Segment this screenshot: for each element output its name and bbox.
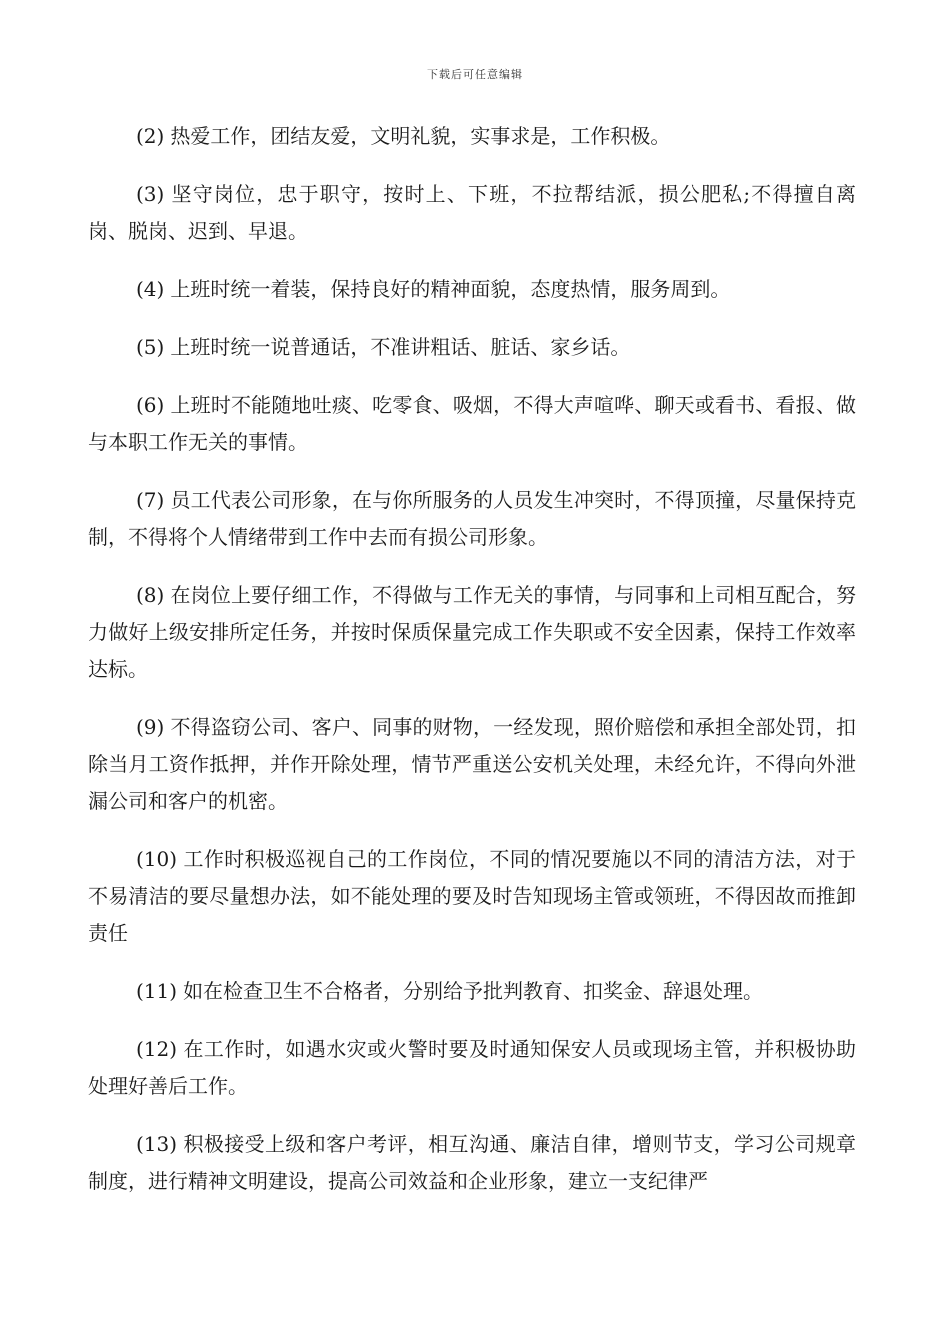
paragraph-2 <box>88 118 856 155</box>
item-number: (8) <box>136 583 165 607</box>
paragraph-text: 工作时积极巡视自己的工作岗位，不同的情况要施以不同的清洁方法，对于不易清洁的要尽量想办法，如不能处理的要及时告知现场主管或领班，不得因故而推卸责任 <box>88 847 856 945</box>
item-number: (4) <box>136 277 165 301</box>
item-number: (12) <box>136 1037 178 1061</box>
paragraph-text: 坚守岗位，忠于职守，按时上、下班，不拉帮结派，损公肥私;不得擅自离岗、脱岗、迟到、早退。 <box>88 182 856 243</box>
paragraph-text: 在工作时，如遇水灾或火警时要及时通知保安人员或现场主管，并积极协助处理好善后工作。 <box>88 1037 856 1098</box>
paragraph-text: 积极接受上级和客户考评，相互沟通、廉洁自律，增则节支，学习公司规章制度，进行精神文明建设，提高公司效益和企业形象，建立一支纪律严 <box>88 1132 856 1193</box>
item-number: (10) <box>136 847 178 871</box>
header-note: 下载后可任意编辑 <box>427 68 523 81</box>
item-number: (7) <box>136 488 165 512</box>
document-body <box>88 118 856 1221</box>
item-number: (13) <box>136 1132 178 1156</box>
paragraph-13 <box>88 1126 856 1200</box>
paragraph-9 <box>88 709 856 820</box>
paragraph-10 <box>88 841 856 952</box>
paragraph-text: 热爱工作，团结友爱，文明礼貌，实事求是，工作积极。 <box>170 124 671 148</box>
item-number: (6) <box>136 393 165 417</box>
item-number: (5) <box>136 335 165 359</box>
paragraph-text: 如在检查卫生不合格者，分别给予批判教育、扣奖金、辞退处理。 <box>183 979 764 1003</box>
paragraph-4 <box>88 271 856 308</box>
paragraph-text: 上班时不能随地吐痰、吃零食、吸烟，不得大声喧哗、聊天或看书、看报、做与本职工作无关的事情。 <box>88 393 856 454</box>
paragraph-8 <box>88 577 856 688</box>
item-number: (2) <box>136 124 165 148</box>
paragraph-3 <box>88 176 856 250</box>
item-number: (11) <box>136 979 178 1003</box>
paragraph-text: 不得盗窃公司、客户、同事的财物，一经发现，照价赔偿和承担全部处罚，扣除当月工资作抵押，并作开除处理，情节严重送公安机关处理，未经允许，不得向外泄漏公司和客户的机密。 <box>88 715 856 813</box>
paragraph-5 <box>88 329 856 366</box>
paragraph-text: 在岗位上要仔细工作，不得做与工作无关的事情，与同事和上司相互配合，努力做好上级安排所定任务，并按时保质保量完成工作失职或不安全因素，保持工作效率达标。 <box>88 583 856 681</box>
paragraph-text: 上班时统一着装，保持良好的精神面貌，态度热情，服务周到。 <box>170 277 731 301</box>
paragraph-11 <box>88 973 856 1010</box>
item-number: (9) <box>136 715 165 739</box>
paragraph-12 <box>88 1031 856 1105</box>
paragraph-7 <box>88 482 856 556</box>
paragraph-text: 上班时统一说普通话，不准讲粗话、脏话、家乡话。 <box>170 335 631 359</box>
item-number: (3) <box>136 182 165 206</box>
paragraph-text: 员工代表公司形象，在与你所服务的人员发生冲突时，不得顶撞，尽量保持克制，不得将个人情绪带到工作中去而有损公司形象。 <box>88 488 856 549</box>
paragraph-6 <box>88 387 856 461</box>
